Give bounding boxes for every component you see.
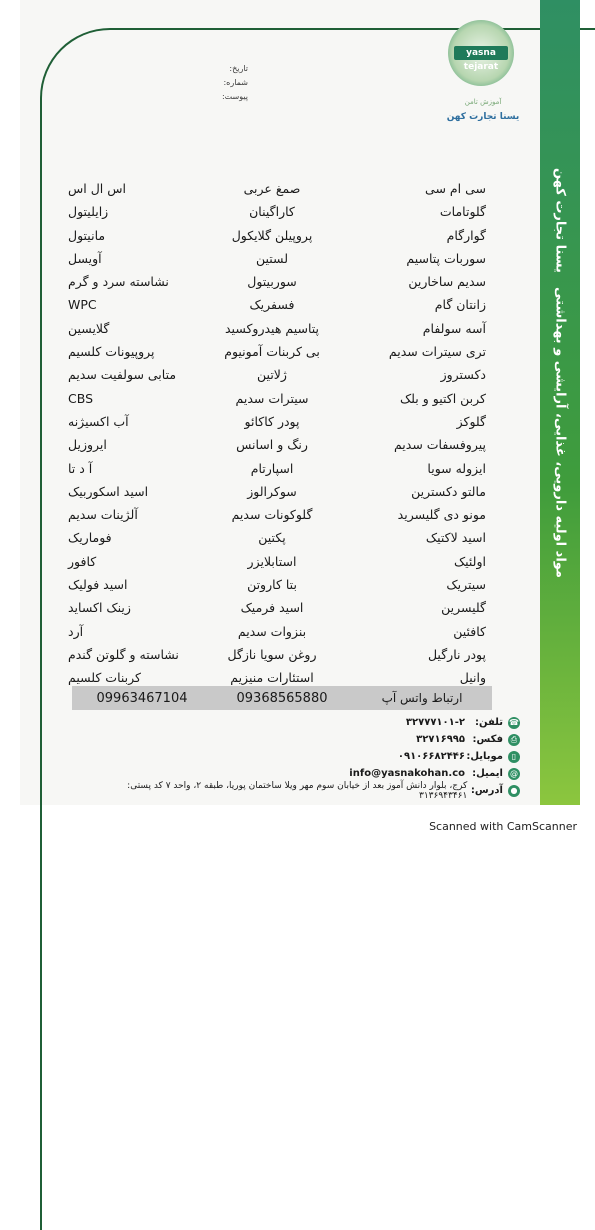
product-item: فسفریک bbox=[249, 297, 295, 313]
product-item: گوارگام bbox=[446, 227, 486, 243]
email-icon: @ bbox=[510, 768, 518, 778]
product-item: آ د تا bbox=[68, 460, 93, 476]
product-item: وانیل bbox=[459, 670, 486, 686]
product-item: بتا کاروتن bbox=[247, 577, 297, 593]
product-item: استئارات منیزیم bbox=[230, 670, 314, 686]
product-item: اولئیک bbox=[453, 553, 486, 569]
product-item: کربنات کلسیم bbox=[68, 670, 141, 686]
product-item: آسه سولفام bbox=[422, 320, 486, 336]
product-item: سدیم ساخارین bbox=[408, 274, 486, 290]
footer-row-mobile bbox=[100, 748, 520, 765]
product-item: گلوکونات سدیم bbox=[231, 507, 313, 523]
product-item: ایزوله سویا bbox=[427, 460, 486, 476]
meta-number: شماره: bbox=[223, 78, 248, 87]
product-item: مالتو دکسترین bbox=[411, 483, 486, 499]
fax-label: فکس: bbox=[472, 734, 503, 745]
side-description: مواد اولیه دارویی، غذایی، آرایشی و بهداشتی bbox=[552, 286, 568, 578]
product-item: اس ال اس bbox=[68, 181, 126, 196]
product-item: آرد bbox=[68, 623, 84, 639]
whatsapp-label: ارتباط واتس آپ bbox=[381, 691, 463, 705]
tel-value[interactable]: ۳۲۷۷۷۱۰۱-۲ bbox=[405, 717, 465, 728]
product-item: ایروزیل bbox=[68, 437, 107, 453]
logo-subtitle: آموزش تامن bbox=[464, 98, 502, 106]
side-company: یسنا تجارت کهن bbox=[552, 168, 568, 273]
email-label: ایمیل: bbox=[472, 768, 503, 779]
product-item: پودر نارگیل bbox=[427, 646, 486, 662]
product-item: پتاسیم هیدروکسید bbox=[224, 320, 320, 336]
product-item: آب اکسیژنه bbox=[68, 413, 129, 429]
address-value: کرج، بلوار دانش آموز بعد از خیابان سوم مهر ویلا ساختمان پوریا، طبقه ۲، واحد ۷ کد پستی: ۳۱۳۶۹۴۳۴۶۱ bbox=[127, 780, 468, 801]
product-item: کافور bbox=[68, 553, 97, 569]
product-item: مانیتول bbox=[68, 227, 106, 243]
tel-label: تلفن: bbox=[474, 717, 503, 728]
product-item: مونو دی گلیسرید bbox=[397, 507, 486, 523]
email-value[interactable]: info@yasnakohan.co bbox=[349, 768, 465, 779]
product-item: زایلیتول bbox=[68, 204, 109, 220]
product-item: پروپیونات کلسیم bbox=[68, 344, 155, 360]
company-logo bbox=[442, 20, 524, 132]
meta-attach: پیوست: bbox=[221, 92, 248, 101]
product-item: WPC bbox=[68, 297, 97, 313]
product-item: نشاسته و گلوتن گندم bbox=[68, 646, 179, 662]
product-item: سیتریک bbox=[446, 577, 486, 593]
logo-mark: yasna tejarat bbox=[454, 46, 508, 60]
meta-date: تاریخ: bbox=[229, 64, 248, 73]
product-item: اسپارتام bbox=[250, 460, 294, 476]
product-item: کافئین bbox=[453, 623, 486, 639]
product-item: نشاسته سرد و گرم bbox=[68, 274, 169, 290]
product-grid bbox=[62, 177, 492, 690]
product-item: گلیسرین bbox=[441, 600, 486, 616]
side-band-text bbox=[540, 100, 580, 660]
scanner-watermark: Scanned with CamScanner bbox=[429, 820, 577, 833]
product-item: فوماریک bbox=[68, 530, 112, 546]
contact-phone-1[interactable]: 09963467104 bbox=[96, 690, 188, 706]
product-item: پروپیلن گلایکول bbox=[231, 227, 313, 243]
product-item: آلژینات سدیم bbox=[68, 507, 138, 523]
product-item: سیترات سدیم bbox=[235, 390, 309, 406]
footer-row-email bbox=[100, 765, 520, 782]
contact-bar bbox=[72, 686, 492, 710]
mobile-label: موبایل: bbox=[466, 751, 503, 762]
fax-icon: ⎙ bbox=[508, 734, 520, 746]
address-label: آدرس: bbox=[470, 785, 503, 796]
product-item: سوربیتول bbox=[247, 274, 297, 290]
product-item: اسید فرمیک bbox=[240, 600, 304, 616]
product-item: سوکرالوز bbox=[247, 483, 297, 499]
product-item: اسید اسکوربیک bbox=[68, 483, 149, 499]
footer-row-address bbox=[100, 782, 520, 799]
product-item: روغن سویا نازگل bbox=[227, 646, 317, 662]
product-item: پودر کاکائو bbox=[244, 413, 300, 429]
product-item: گلایسین bbox=[68, 320, 110, 336]
product-item: لستین bbox=[255, 250, 289, 266]
product-item: گلوتامات bbox=[439, 204, 486, 220]
product-item: CBS bbox=[68, 390, 94, 406]
product-item: رنگ و اسانس bbox=[236, 437, 308, 453]
phone-icon: ☎ bbox=[509, 717, 519, 727]
product-item: بی کربنات آمونیوم bbox=[224, 344, 320, 360]
product-item: صمغ عربی bbox=[243, 181, 301, 196]
contact-phone-2[interactable]: 09368565880 bbox=[236, 690, 328, 706]
product-item: پکتین bbox=[258, 530, 286, 546]
product-item: گلوکز bbox=[456, 413, 486, 429]
product-item: آویسل bbox=[68, 250, 102, 266]
product-item: سی ام سی bbox=[425, 181, 486, 196]
product-item: اسید فولیک bbox=[68, 577, 128, 593]
product-item: سوربات پتاسیم bbox=[406, 250, 486, 266]
footer-contact bbox=[100, 714, 520, 799]
product-item: تری سیترات سدیم bbox=[388, 344, 486, 360]
product-item: کربن اکتیو و بلک bbox=[399, 390, 486, 406]
product-item: زینک اکساید bbox=[68, 600, 131, 616]
product-item: پیروفسفات سدیم bbox=[393, 437, 486, 453]
product-item: زانتان گام bbox=[434, 297, 486, 313]
letter-meta bbox=[188, 64, 248, 106]
footer-row-fax bbox=[100, 731, 520, 748]
mobile-value[interactable]: ۰۹۱۰۶۶۸۲۴۴۶ bbox=[397, 751, 465, 762]
product-item: متابی سولفیت سدیم bbox=[68, 367, 177, 383]
logo-emblem bbox=[448, 20, 514, 86]
location-icon: ● bbox=[508, 785, 520, 797]
product-item: کاراگینان bbox=[249, 204, 295, 220]
fax-value: ۳۲۷۱۶۹۹۵ bbox=[416, 734, 465, 745]
logo-name: یسنا تجارت کهن bbox=[446, 112, 520, 122]
mobile-icon: ▯ bbox=[508, 751, 520, 763]
product-item: دکستروز bbox=[440, 367, 486, 383]
product-item: استابلایزر bbox=[247, 553, 297, 569]
footer-row-tel bbox=[100, 714, 520, 731]
product-item: اسید لاکتیک bbox=[425, 530, 486, 546]
product-item: بنزوات سدیم bbox=[237, 623, 307, 639]
product-item: ژلاتین bbox=[257, 367, 287, 383]
